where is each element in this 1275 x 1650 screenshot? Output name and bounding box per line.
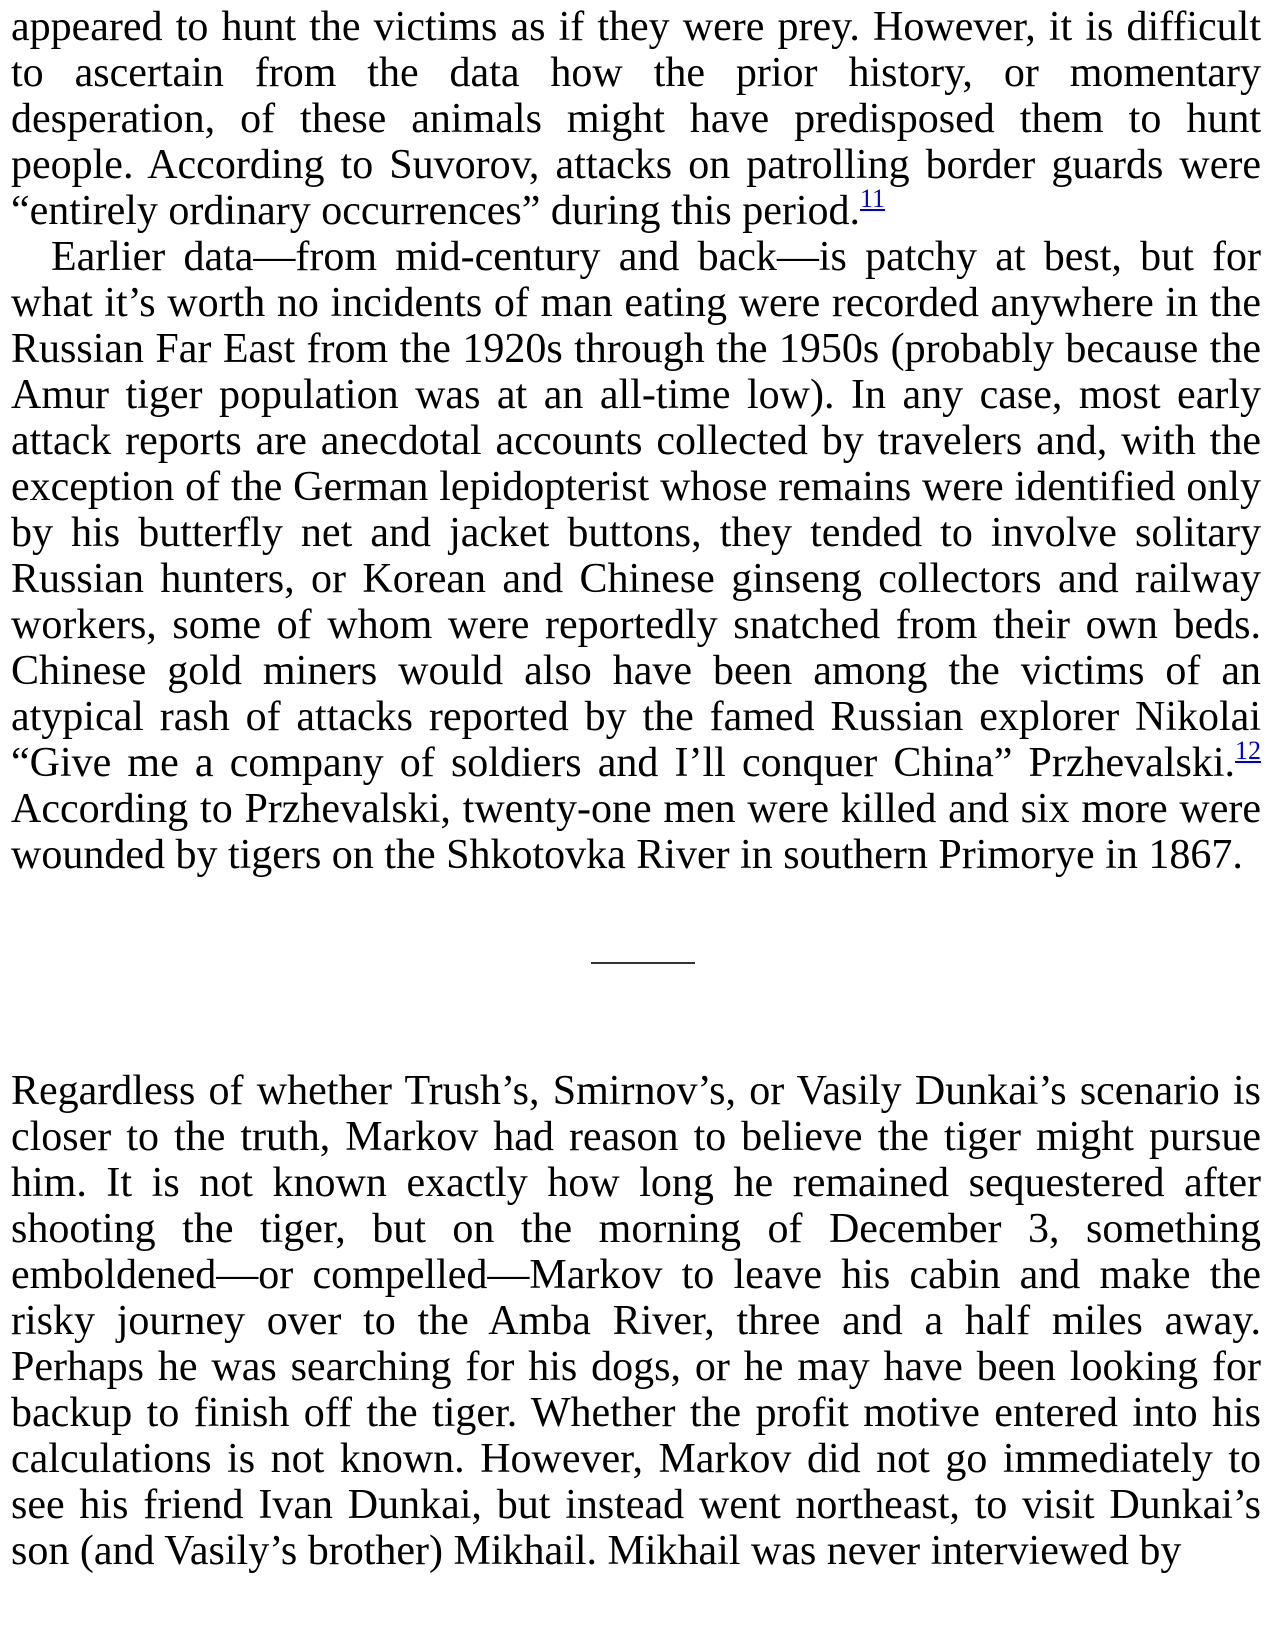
section-divider (591, 962, 695, 964)
scene-break (11, 878, 1261, 1068)
paragraph-2-text: Earlier data—from mid-century and back—is patchy at best, but for what it’s worth no incidents of man eating were recorded anywhere in the Russian Far East from the 1920s through the 1950s (probably because the Amur tiger population was at an all-time low). In any case, most early attack reports are anecdotal accounts collected by travelers and, with the exception of the German lepidopterist whose remains were identified only by his butterfly net and jacket buttons, they tended to involve solitary Russian hunters, or Korean and Chinese ginseng collectors and railway workers, some of whom were reportedly snatched from their own beds. Chinese gold miners would also have been among the victims of an atypical rash of attacks reported by the famed Russian explorer Nikolai “Give me a company of soldiers and I’ll conquer China” Przhevalski. (11, 234, 1261, 786)
paragraph-2-text-continued: According to Przhevalski, twenty-one men were killed and six more were wounded by tigers on the Shkotovka River in southern Primorye in 1867. (11, 786, 1261, 878)
footnote-link-11[interactable]: 11 (860, 184, 886, 213)
paragraph-3 (11, 1068, 1261, 1574)
paragraph-1-text: appeared to hunt the victims as if they were prey. However, it is difficult to ascertain from the data how the prior history, or momentary desperation, of these animals might have predisposed them to hunt people. According to Suvorov, attacks on patrolling border guards were “entirely ordinary occurrences” during this period. (11, 4, 1261, 234)
paragraph-3-text: Regardless of whether Trush’s, Smirnov’s, or Vasily Dunkai’s scenario is closer to the truth, Markov had reason to believe the tiger might pursue him. It is not known exactly how long he remained sequestered after shooting the tiger, but on the morning of December 3, something emboldened—or compelled—Markov to leave his cabin and make the risky journey over to the Amba River, three and a half miles away. Perhaps he was searching for his dogs, or he may have been looking for backup to finish off the tiger. Whether the profit motive entered into his calculations is not known. However, Markov did not go immediately to see his friend Ivan Dunkai, but instead went northeast, to visit Dunkai’s son (and Vasily’s brother) Mikhail. Mikhail was never interviewed by (11, 1068, 1261, 1574)
document-page (11, 4, 1261, 1574)
footnote-link-12[interactable]: 12 (1235, 736, 1261, 765)
paragraph-1 (11, 4, 1261, 234)
paragraph-2 (11, 234, 1261, 878)
